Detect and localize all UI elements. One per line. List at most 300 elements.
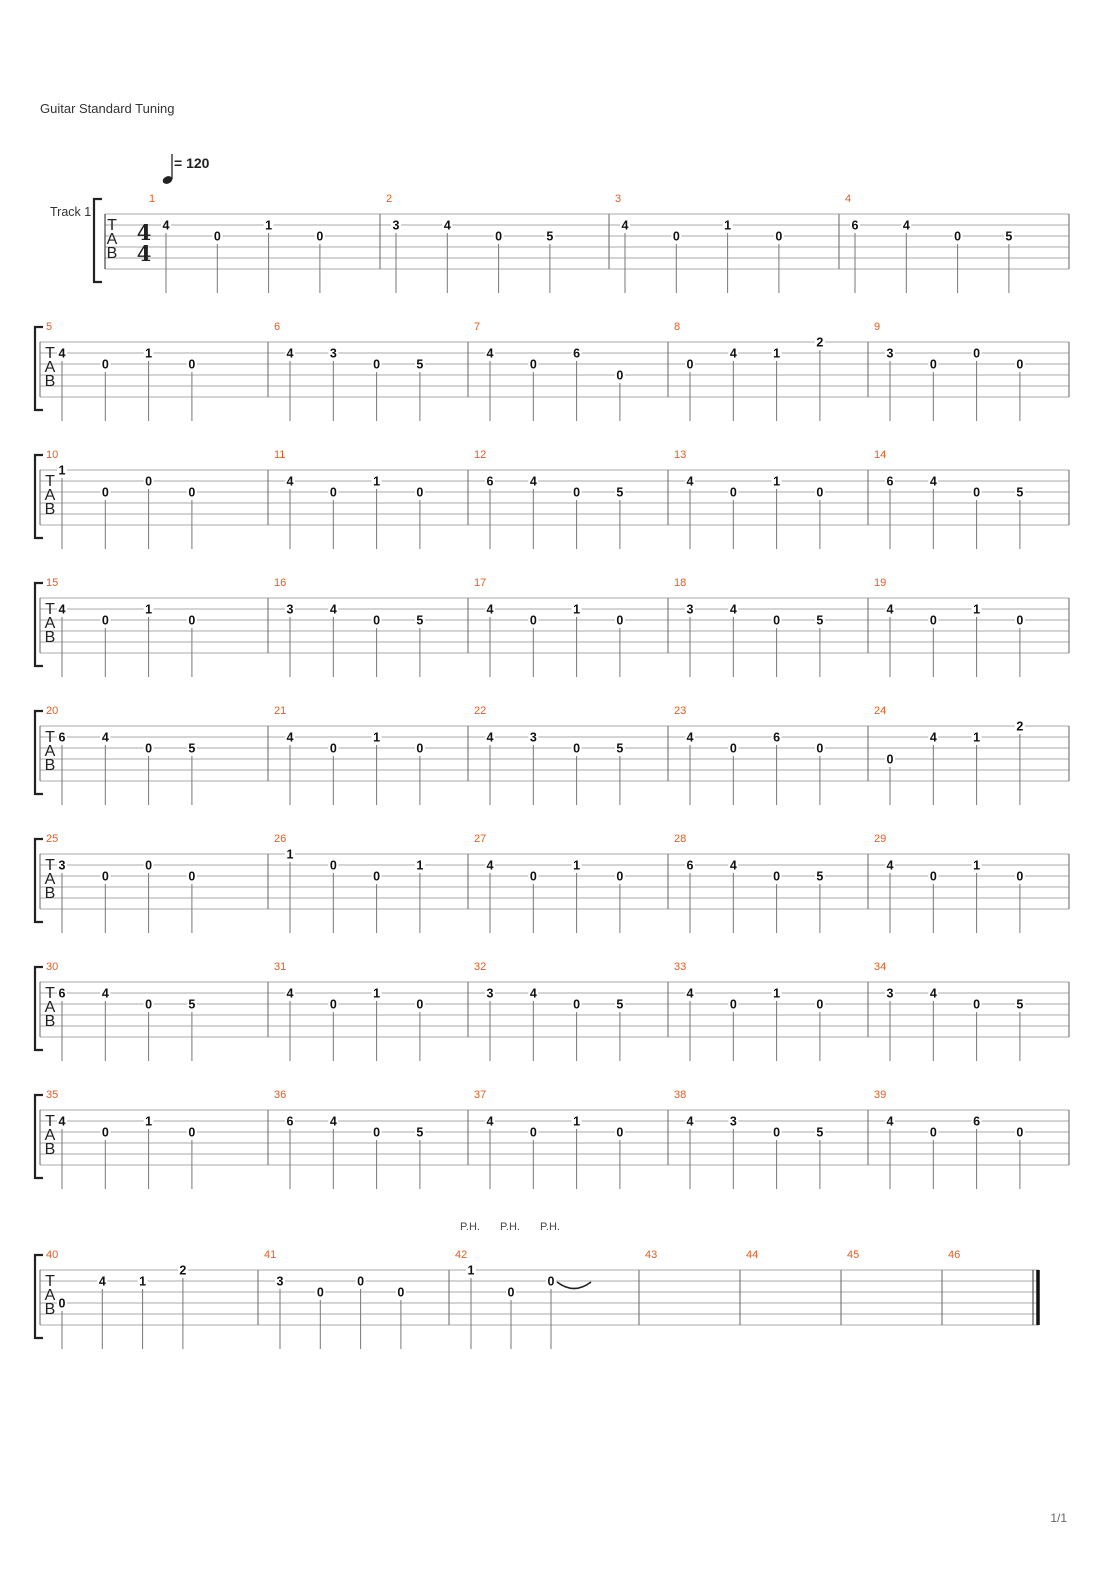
- measure-11: [274, 449, 425, 549]
- fret-number: 2: [179, 1263, 187, 1278]
- fret-number: 1: [145, 1114, 153, 1129]
- tab-note: [685, 474, 695, 549]
- fret-number: 0: [373, 613, 381, 628]
- fret-number: 0: [101, 613, 109, 628]
- fret-number: 4: [486, 858, 494, 873]
- tab-note: [415, 997, 425, 1061]
- measure-31: [274, 961, 425, 1061]
- tab-note: [328, 346, 338, 421]
- tab-note: [685, 730, 695, 805]
- tab-note: [885, 602, 895, 677]
- tab-note: [57, 346, 67, 421]
- fret-number: 0: [529, 869, 537, 884]
- tab-note: [815, 485, 825, 549]
- tab-note: [685, 602, 695, 677]
- tab-note: [57, 730, 67, 805]
- tab-clef-letter: B: [44, 1013, 56, 1030]
- tab-clef-letter: T: [45, 473, 55, 490]
- measure-number: 8: [674, 321, 681, 333]
- fret-number: 0: [573, 997, 581, 1012]
- fret-number: 0: [573, 485, 581, 500]
- tab-system: [94, 193, 1069, 293]
- tab-note: [415, 357, 425, 421]
- measure-number: 29: [874, 833, 887, 845]
- fret-number: 4: [929, 986, 937, 1001]
- fret-number: 0: [495, 229, 503, 244]
- tab-note: [144, 1114, 154, 1189]
- fret-number: 4: [486, 346, 494, 361]
- measure-45: [847, 1249, 859, 1261]
- measure-number: 12: [474, 449, 487, 461]
- tab-note: [815, 741, 825, 805]
- measure-number: 13: [674, 449, 687, 461]
- measure-number: 18: [674, 577, 687, 589]
- measure-number: 33: [674, 961, 687, 973]
- tab-clef-letter: A: [44, 1287, 56, 1304]
- tab-note: [138, 1274, 148, 1349]
- measure-16: [274, 577, 425, 677]
- measure-12: [474, 449, 625, 549]
- measure-number: 46: [948, 1249, 961, 1261]
- fret-number: 0: [816, 741, 824, 756]
- tab-note: [372, 730, 382, 805]
- measure-number: 19: [874, 577, 887, 589]
- measure-13: [674, 449, 825, 549]
- measure-4: [845, 193, 1014, 293]
- fret-number: 5: [1005, 229, 1013, 244]
- tab-note: [685, 986, 695, 1061]
- fret-number: 1: [773, 474, 781, 489]
- fret-number: 0: [373, 357, 381, 372]
- tab-note: [212, 229, 222, 293]
- measure-number: 32: [474, 961, 487, 973]
- tab-note: [100, 986, 110, 1061]
- fret-number: 1: [265, 218, 273, 233]
- tab-note: [1015, 869, 1025, 933]
- tab-note: [615, 997, 625, 1061]
- tab-note: [328, 485, 338, 549]
- fret-number: 0: [145, 741, 153, 756]
- tab-note: [685, 357, 695, 421]
- fret-number: 0: [529, 613, 537, 628]
- tab-note: [391, 218, 401, 293]
- fret-number: 0: [58, 1296, 66, 1311]
- fret-number: 0: [672, 229, 680, 244]
- measure-2: [386, 193, 555, 293]
- fret-number: 1: [573, 858, 581, 873]
- tab-clef-letter: B: [44, 629, 56, 646]
- fret-number: 0: [973, 997, 981, 1012]
- tab-note: [328, 997, 338, 1061]
- tab-note: [545, 229, 555, 293]
- tab-note: [485, 858, 495, 933]
- tab-note: [772, 869, 782, 933]
- tab-note: [275, 1274, 285, 1349]
- fret-number: 0: [1016, 869, 1024, 884]
- tab-note: [615, 741, 625, 805]
- tab-note: [285, 986, 295, 1061]
- tab-note: [285, 474, 295, 549]
- measure-33: [674, 961, 825, 1061]
- tab-note: [500, 1221, 520, 1349]
- fret-number: 5: [1016, 997, 1024, 1012]
- fret-number: 1: [416, 858, 424, 873]
- measure-number: 15: [46, 577, 59, 589]
- tab-clef-letter: T: [45, 857, 55, 874]
- tab-note: [187, 741, 197, 805]
- fret-number: 0: [729, 997, 737, 1012]
- measure-number: 26: [274, 833, 287, 845]
- fret-number: 0: [416, 997, 424, 1012]
- tab-note: [57, 1296, 67, 1349]
- tab-note: [728, 858, 738, 933]
- fret-number: 0: [547, 1274, 555, 1289]
- tab-note: [100, 485, 110, 549]
- tab-note: [728, 997, 738, 1061]
- fret-number: 4: [929, 730, 937, 745]
- fret-number: 5: [546, 229, 554, 244]
- tab-note: [885, 858, 895, 933]
- tab-note: [328, 858, 338, 933]
- measure-number: 31: [274, 961, 287, 973]
- fret-number: 0: [1016, 1125, 1024, 1140]
- fret-number: 0: [397, 1285, 405, 1300]
- fret-number: 0: [729, 485, 737, 500]
- fret-number: 0: [816, 485, 824, 500]
- tab-clef-letter: B: [44, 1301, 56, 1318]
- fret-number: 1: [373, 474, 381, 489]
- tab-note: [415, 613, 425, 677]
- fret-number: 3: [886, 346, 894, 361]
- tab-clef-letter: A: [106, 231, 118, 248]
- tab-note: [885, 346, 895, 421]
- tab-note: [572, 997, 582, 1061]
- fret-number: 0: [416, 485, 424, 500]
- tab-note: [285, 730, 295, 805]
- tab-note: [572, 602, 582, 677]
- fret-number: 5: [816, 613, 824, 628]
- tab-note: [772, 1125, 782, 1189]
- tab-note: [57, 986, 67, 1061]
- fret-number: 4: [286, 346, 294, 361]
- tab-clef-letter: B: [44, 373, 56, 390]
- fret-number: 2: [1016, 719, 1024, 734]
- tab-note: [972, 1114, 982, 1189]
- fret-number: 0: [1016, 613, 1024, 628]
- tab-note: [772, 474, 782, 549]
- measure-1: [149, 193, 325, 293]
- measure-25: [46, 833, 197, 933]
- fret-number: 4: [58, 602, 66, 617]
- tab-note: [178, 1263, 188, 1349]
- fret-number: 4: [101, 730, 109, 745]
- measure-20: [46, 705, 197, 805]
- tab-note: [885, 1114, 895, 1189]
- system-brace: [35, 583, 43, 666]
- tab-note: [772, 730, 782, 805]
- system-brace: [35, 327, 43, 410]
- tab-note: [572, 346, 582, 421]
- fret-number: 1: [724, 218, 732, 233]
- measure-number: 36: [274, 1089, 287, 1101]
- measure-number: 7: [474, 321, 481, 333]
- measure-number: 39: [874, 1089, 887, 1101]
- tab-note: [161, 218, 171, 293]
- fret-number: 0: [507, 1285, 515, 1300]
- tab-system: [35, 961, 1069, 1061]
- tab-note: [728, 485, 738, 549]
- tab-note: [485, 730, 495, 805]
- tab-note: [144, 741, 154, 805]
- measure-40: [46, 1249, 188, 1349]
- tab-note: [57, 1114, 67, 1189]
- fret-number: 0: [929, 1125, 937, 1140]
- tab-note: [572, 485, 582, 549]
- fret-number: 0: [954, 229, 962, 244]
- tab-note: [540, 1221, 591, 1349]
- tab-note: [442, 218, 452, 293]
- tab-note: [144, 602, 154, 677]
- palm-harmonic-label: P.H.: [540, 1221, 560, 1233]
- fret-number: 1: [573, 1114, 581, 1129]
- fret-number: 0: [316, 1285, 324, 1300]
- fret-number: 4: [729, 346, 737, 361]
- tab-note: [615, 1125, 625, 1189]
- fret-number: 5: [616, 997, 624, 1012]
- fret-number: 5: [416, 1125, 424, 1140]
- tab-note: [485, 602, 495, 677]
- tab-note: [372, 869, 382, 933]
- tab-note: [187, 485, 197, 549]
- fret-number: 3: [529, 730, 537, 745]
- tab-system: [35, 449, 1069, 549]
- tab-note: [285, 346, 295, 421]
- fret-number: 3: [329, 346, 337, 361]
- tab-note: [772, 986, 782, 1061]
- tab-note: [57, 463, 67, 549]
- fret-number: 0: [773, 869, 781, 884]
- fret-number: 4: [98, 1274, 106, 1289]
- fret-number: 0: [101, 869, 109, 884]
- tab-note: [372, 613, 382, 677]
- tab-note: [100, 869, 110, 933]
- tab-note: [485, 346, 495, 421]
- fret-number: 4: [443, 218, 451, 233]
- measure-number: 9: [874, 321, 881, 333]
- tab-note: [928, 1125, 938, 1189]
- tab-note: [928, 986, 938, 1061]
- measure-41: [264, 1249, 406, 1349]
- fret-number: 4: [58, 1114, 66, 1129]
- measure-number: 11: [274, 449, 286, 461]
- fret-number: 4: [529, 986, 537, 1001]
- tab-note: [528, 986, 538, 1061]
- tab-clef-letter: A: [44, 871, 56, 888]
- page-number: 1/1: [1050, 1511, 1067, 1525]
- fret-number: 4: [329, 1114, 337, 1129]
- measure-9: [874, 321, 1025, 421]
- fret-number: 4: [101, 986, 109, 1001]
- fret-number: 6: [573, 346, 581, 361]
- palm-harmonic-label: P.H.: [500, 1221, 520, 1233]
- fret-number: 4: [729, 858, 737, 873]
- fret-number: 0: [616, 613, 624, 628]
- fret-number: 0: [686, 357, 694, 372]
- fret-number: 5: [616, 741, 624, 756]
- track-name: Track 1: [50, 205, 92, 219]
- tab-note: [97, 1274, 107, 1349]
- fret-number: 0: [329, 741, 337, 756]
- fret-number: 0: [929, 869, 937, 884]
- tab-clef-letter: T: [45, 729, 55, 746]
- measure-number: 24: [874, 705, 887, 717]
- fret-number: 1: [973, 602, 981, 617]
- tab-note: [572, 1114, 582, 1189]
- fret-number: 3: [276, 1274, 284, 1289]
- tab-note: [972, 602, 982, 677]
- measure-number: 4: [845, 193, 852, 205]
- tab-note: [928, 869, 938, 933]
- fret-number: 1: [467, 1263, 475, 1278]
- tab-note: [815, 1125, 825, 1189]
- fret-number: 1: [573, 602, 581, 617]
- tab-note: [815, 335, 825, 421]
- fret-number: 4: [886, 858, 894, 873]
- fret-number: 6: [286, 1114, 294, 1129]
- fret-number: 4: [929, 474, 937, 489]
- measure-29: [874, 833, 1025, 933]
- tab-note: [187, 613, 197, 677]
- tab-note: [356, 1274, 366, 1349]
- fret-number: 4: [486, 1114, 494, 1129]
- fret-number: 1: [973, 730, 981, 745]
- measure-17: [474, 577, 625, 677]
- tab-note: [485, 474, 495, 549]
- fret-number: 4: [686, 474, 694, 489]
- tab-note: [901, 218, 911, 293]
- fret-number: 4: [286, 986, 294, 1001]
- tab-note: [372, 357, 382, 421]
- measure-number: 37: [474, 1089, 487, 1101]
- fret-number: 1: [773, 346, 781, 361]
- tab-note: [815, 869, 825, 933]
- tab-note: [372, 986, 382, 1061]
- tab-note: [144, 346, 154, 421]
- fret-number: 6: [851, 218, 859, 233]
- measure-number: 42: [455, 1249, 468, 1261]
- tab-system: [35, 1221, 1039, 1349]
- fret-number: 0: [329, 997, 337, 1012]
- tab-note: [885, 752, 895, 805]
- measure-number: 38: [674, 1089, 687, 1101]
- fret-number: 0: [929, 357, 937, 372]
- tab-note: [100, 730, 110, 805]
- system-brace: [35, 1095, 43, 1178]
- tab-note: [415, 858, 425, 933]
- fret-number: 4: [886, 602, 894, 617]
- tab-clef-letter: A: [44, 359, 56, 376]
- time-signature-bottom: 4: [136, 241, 152, 266]
- tab-note: [972, 485, 982, 549]
- fret-number: 4: [886, 1114, 894, 1129]
- tab-clef-letter: A: [44, 1127, 56, 1144]
- fret-number: 0: [775, 229, 783, 244]
- tie-arc: [557, 1282, 591, 1289]
- tab-note: [723, 218, 733, 293]
- fret-number: 0: [616, 869, 624, 884]
- fret-number: 0: [101, 485, 109, 500]
- measure-number: 22: [474, 705, 487, 717]
- fret-number: 0: [101, 1125, 109, 1140]
- fret-number: 0: [773, 613, 781, 628]
- tab-clef-letter: T: [45, 1113, 55, 1130]
- fret-number: 0: [213, 229, 221, 244]
- tab-note: [187, 357, 197, 421]
- tab-note: [528, 357, 538, 421]
- fret-number: 5: [816, 1125, 824, 1140]
- tempo-value: = 120: [174, 155, 210, 171]
- tab-note: [953, 229, 963, 293]
- tab-note: [671, 229, 681, 293]
- system-brace: [35, 967, 43, 1050]
- fret-number: 0: [101, 357, 109, 372]
- fret-number: 0: [816, 997, 824, 1012]
- fret-number: 4: [686, 730, 694, 745]
- tab-note: [572, 741, 582, 805]
- tab-note: [494, 229, 504, 293]
- measure-15: [46, 577, 197, 677]
- fret-number: 4: [286, 730, 294, 745]
- measure-number: 41: [264, 1249, 277, 1261]
- fret-number: 4: [686, 1114, 694, 1129]
- palm-harmonic-label: P.H.: [460, 1221, 480, 1233]
- fret-number: 1: [286, 847, 294, 862]
- fret-number: 1: [773, 986, 781, 1001]
- tab-note: [615, 368, 625, 421]
- fret-number: 0: [357, 1274, 365, 1289]
- measure-30: [46, 961, 197, 1061]
- fret-number: 5: [416, 613, 424, 628]
- tab-clef-letter: B: [44, 885, 56, 902]
- fret-number: 3: [286, 602, 294, 617]
- measure-28: [674, 833, 825, 933]
- fret-number: 0: [886, 752, 894, 767]
- tab-note: [144, 858, 154, 933]
- tab-note: [850, 218, 860, 293]
- measure-number: 35: [46, 1089, 59, 1101]
- fret-number: 6: [886, 474, 894, 489]
- tab-note: [100, 613, 110, 677]
- measure-44: [746, 1249, 758, 1261]
- system-brace: [94, 199, 102, 282]
- system-brace: [35, 1255, 43, 1338]
- fret-number: 4: [902, 218, 910, 233]
- fret-number: 0: [1016, 357, 1024, 372]
- fret-number: 1: [145, 346, 153, 361]
- fret-number: 1: [58, 463, 66, 478]
- tab-note: [928, 357, 938, 421]
- tab-clef-letter: B: [106, 245, 118, 262]
- fret-number: 1: [145, 602, 153, 617]
- tab-clef-letter: B: [44, 757, 56, 774]
- fret-number: 0: [188, 485, 196, 500]
- fret-number: 0: [773, 1125, 781, 1140]
- tab-note: [485, 1114, 495, 1189]
- fret-number: 0: [616, 368, 624, 383]
- tab-clef-letter: T: [45, 345, 55, 362]
- tab-note: [972, 858, 982, 933]
- tab-note: [1015, 719, 1025, 805]
